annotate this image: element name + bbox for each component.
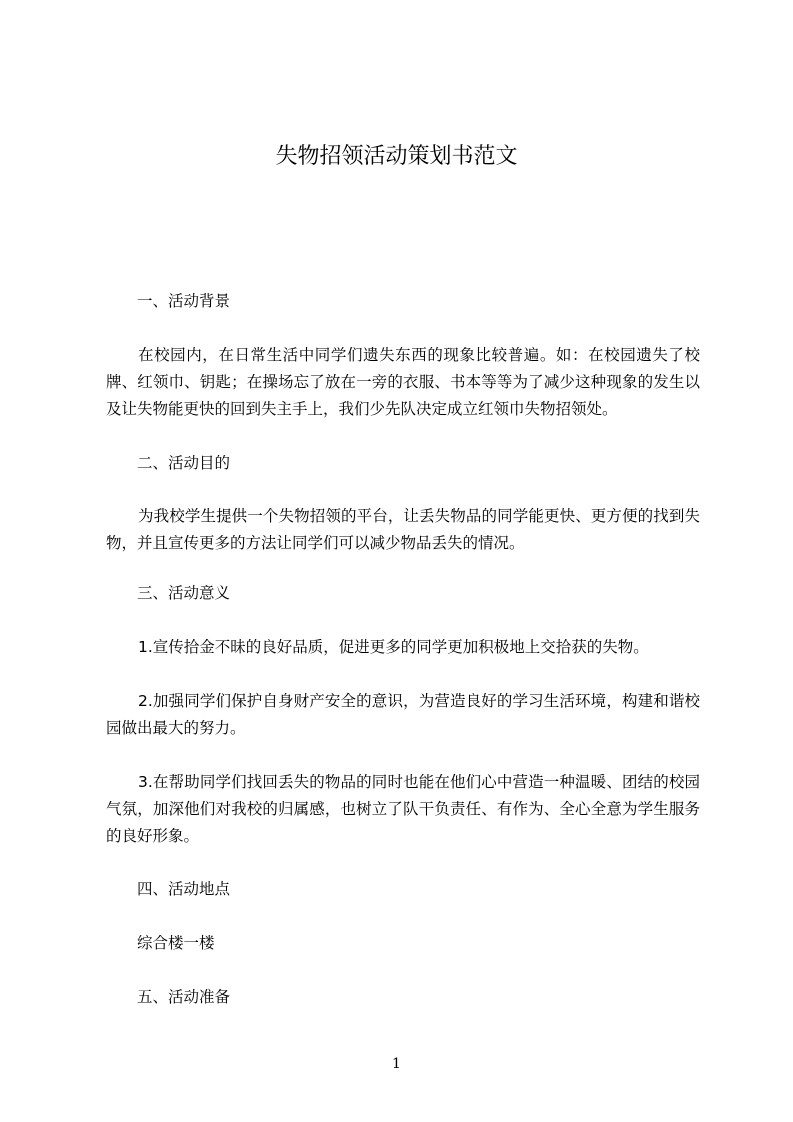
paragraph-background: 在校园内，在日常生活中同学们遗失东西的现象比较普遍。如：在校园遗失了校牌、红领巾、钥匙；在操场忘了放在一旁的衣服、书本等等为了减少这种现象的发生以及让失物能更快的回到失主手上，我们少先队决定成立红领巾失物招领处。 [106,346,700,418]
significance-item-2: 2.加强同学们保护自身财产安全的意识，为营造良好的学习生活环境，构建和谐校园做出最大的努力。 [106,692,700,737]
paragraph-location: 综合楼一楼 [137,934,215,952]
section-heading-purpose: 二、活动目的 [137,454,231,472]
page-number: 1 [392,1056,401,1072]
section-heading-preparation: 五、活动准备 [137,988,231,1006]
section-heading-background: 一、活动背景 [137,292,231,310]
section-heading-location: 四、活动地点 [137,880,231,898]
significance-item-3: 3.在帮助同学们找回丢失的物品的同时也能在他们心中营造一种温暖、团结的校园气氛，加深他们对我校的归属感，也树立了队干负责任、有作为、全心全意为学生服务的良好形象。 [106,773,700,845]
paragraph-purpose: 为我校学生提供一个失物招领的平台，让丢失物品的同学能更快、更方便的找到失物，并且宣传更多的方法让同学们可以减少物品丢失的情况。 [106,507,700,552]
significance-item-1: 1.宣传拾金不昧的良好品质，促进更多的同学更加积极地上交拾获的失物。 [138,638,649,656]
document-title: 失物招领活动策划书范文 [275,144,518,169]
section-heading-significance: 三、活动意义 [137,584,231,602]
